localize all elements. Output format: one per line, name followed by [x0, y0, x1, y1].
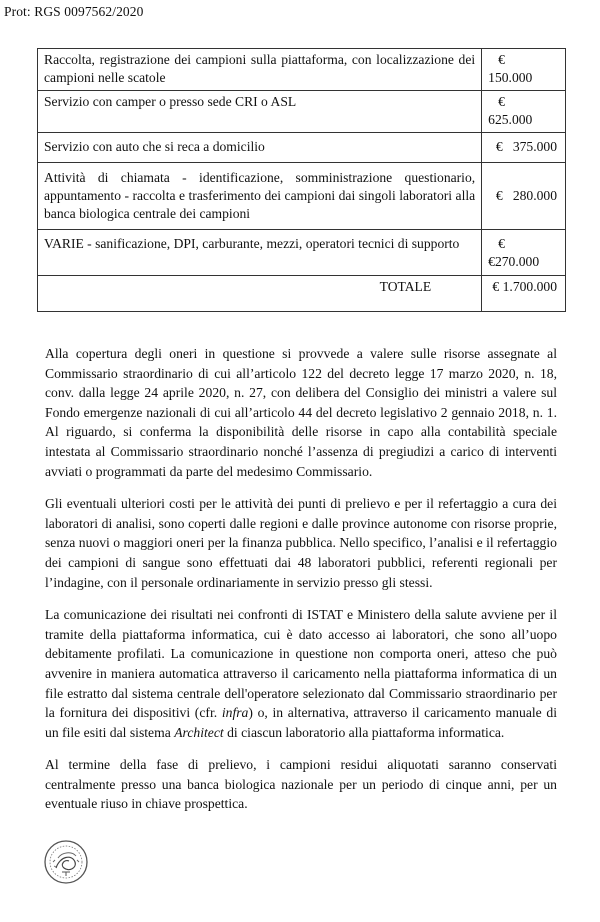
row-amount [482, 49, 566, 91]
protocol-number: Prot: RGS 0097562/2020 [4, 4, 144, 19]
amount-value: 150.000 [488, 70, 533, 85]
row-description: Servizio con camper o presso sede CRI o ASL [38, 91, 482, 133]
table-row [38, 230, 566, 276]
amount-value: € 375.000 [495, 139, 557, 154]
currency-symbol: € [498, 236, 505, 251]
paragraph-text: La comunicazione dei risultati nei confronti di ISTAT e Ministero della salute avviene per il tramite della piattaforma informatica, cui è dato accesso ai laboratori, che sono all’uopo debitamente profilati. La comunicazione in questione non comporta oneri, atteso che può avvenire in maniera automatica attraverso il caricamento nella piattaforma informatica di un file estratto dal sistema centrale dell'operatore selezionato dal Commissario straordinario per la fornitura dei dispositivi (cfr. [45, 607, 557, 721]
italic-term: Architect [174, 724, 224, 740]
italic-term: infra [221, 705, 249, 721]
total-label-cell [38, 276, 482, 312]
body-text [45, 344, 557, 827]
amount-value: €270.000 [488, 254, 540, 269]
paragraph-storage: Al termine della fase di prelievo, i campioni residui aliquotati saranno conservati centralmente presso una banca biologica nazionale per un periodo di cinque anni, per un eventuale riuso in chiave prospettica. [45, 757, 557, 812]
official-seal-icon [42, 838, 90, 886]
total-amount-cell [482, 276, 566, 312]
row-amount [482, 133, 566, 163]
row-description: Raccolta, registrazione dei campioni sulla piattaforma, con localizzazione dei campioni nelle scatole [38, 49, 482, 91]
row-description: Servizio con auto che si reca a domicilio [38, 133, 482, 163]
row-description: VARIE - sanificazione, DPI, carburante, mezzi, operatori tecnici di supporto [38, 230, 482, 276]
table-row [38, 91, 566, 133]
row-amount [482, 230, 566, 276]
paragraph-funding: Alla copertura degli oneri in questione si provvede a valere sulle risorse assegnate al Commissario straordinario di cui all’articolo 122 del decreto legge 17 marzo 2020, n. 18, conv. dalla legge 24 aprile 2020, n. 27, con delibera del Consiglio dei ministri a valere sul Fondo emergenze nazionali di cui all’articolo 44 del decreto legislativo 2 gennaio 2018, n. 1. Al riguardo, si conferma la disponibilità delle risorse in capo alla contabilità speciale intestata al Commissario straordinario nonché l’assenza di pregiudizi a carico di interventi avviati o programmati da parte del medesimo Commissario. [45, 346, 557, 479]
currency-symbol: € [498, 94, 505, 109]
table-row [38, 133, 566, 163]
row-amount [482, 91, 566, 133]
table-total-row [38, 276, 566, 312]
currency-symbol: € [498, 52, 505, 67]
cost-table [37, 48, 566, 312]
paragraph-communication [45, 605, 557, 742]
paragraph-additional-costs: Gli eventuali ulteriori costi per le attività dei punti di prelievo e per il refertaggio a cura dei laboratori di analisi, sono coperti dalle regioni e dalle province autonome con risorse proprie, senza nuovi o maggiori oneri per la finanza pubblica. Nello specifico, l’analisi e il refertaggio dei campioni di sangue sono effettuati dai 48 laboratori pubblici, referenti regionali per l’indagine, con il personale ordinariamente in servizio presso gli stessi. [45, 496, 557, 590]
row-amount [482, 163, 566, 230]
amount-value: € 280.000 [495, 188, 557, 203]
paragraph-text: ) o, in alternativa, attraverso il caricamento manuale di un file esiti dal sistema [45, 705, 558, 740]
total-amount: € 1.700.000 [492, 279, 557, 294]
amount-value: 625.000 [488, 112, 533, 127]
paragraph-text: di ciascun laboratorio alla piattaforma informatica. [223, 724, 505, 740]
total-label: TOTALE [379, 279, 432, 294]
row-description: Attività di chiamata - identificazione, somministrazione questionario, appuntamento - raccolta e trasferimento dei campioni dai singoli laboratori alla banca biologica centrale dei campioni [38, 163, 482, 230]
table-row [38, 163, 566, 230]
table-row [38, 49, 566, 91]
